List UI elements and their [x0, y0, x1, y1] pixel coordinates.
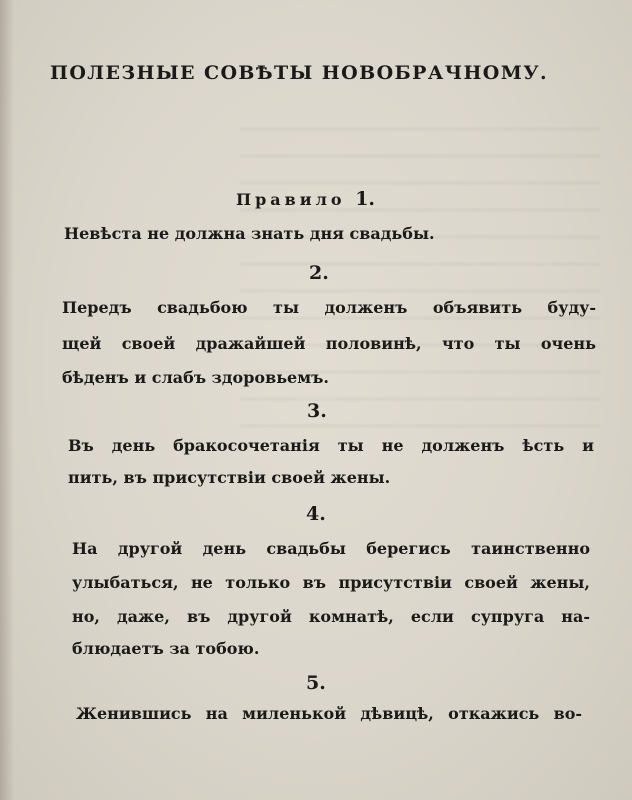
rule-2-line-3: бѣденъ и слабъ здоровьемъ. [62, 368, 329, 387]
rule-2-line-1: Передъ свадьбою ты долженъ объявить буду- [62, 298, 596, 317]
rule-heading [236, 190, 375, 209]
rule-3-line-1: Въ день бракосочетанія ты не долженъ ѣсть и [68, 436, 594, 455]
rule-4-line-2: улыбаться, не только въ присутствіи своей жены, [72, 573, 590, 592]
rule-4-line-3: но, даже, въ другой комнатѣ, если супруга на- [72, 607, 590, 626]
page-title: ПОЛЕЗНЫЕ СОВѢТЫ НОВОБРАЧНОМУ. [50, 62, 549, 84]
rule-5-number: 5. [306, 672, 326, 694]
gutter-shadow [0, 0, 14, 800]
rule-heading-label: Правило [236, 190, 346, 209]
rule-1-line-1: Невѣста не должна знать дня свадьбы. [64, 224, 435, 243]
rule-3-number: 3. [307, 400, 327, 422]
rule-5-line-1: Женившись на миленькой дѣвицѣ, откажись во- [76, 704, 582, 723]
rule-4-line-4: блюдаетъ за тобою. [72, 639, 260, 658]
rule-4-number: 4. [306, 503, 326, 525]
rule-heading-number: 1. [355, 188, 376, 210]
rule-2-number: 2. [309, 262, 329, 284]
rule-2-line-2: щей своей дражайшей половинѣ, что ты очень [62, 334, 596, 353]
rule-3-line-2: пить, въ присутствіи своей жены. [68, 468, 391, 487]
rule-4-line-1: На другой день свадьбы берегись таинственно [72, 539, 590, 558]
